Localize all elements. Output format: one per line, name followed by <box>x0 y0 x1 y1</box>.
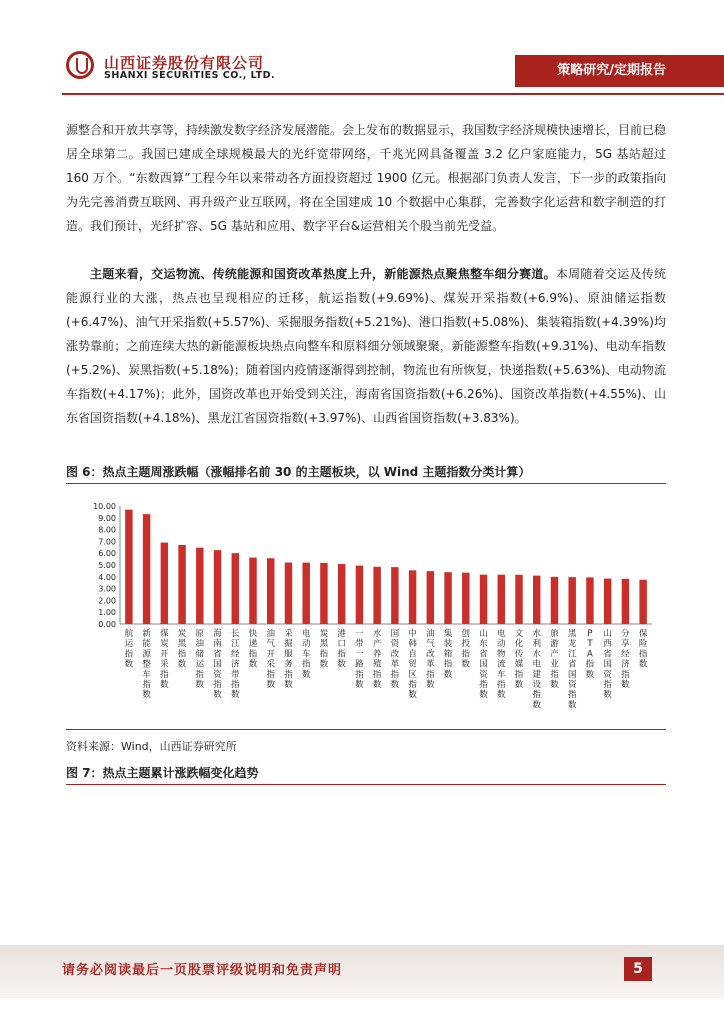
y-tick-label: 9.00 <box>98 513 116 523</box>
company-name-en: SHANXI SECURITIES CO., LTD. <box>104 70 276 81</box>
x-category-label: 水产养殖指数 <box>372 629 382 690</box>
page-number: 5 <box>624 957 652 981</box>
y-tick-label: 7.00 <box>98 537 116 547</box>
bar-18 <box>444 572 451 624</box>
bar-23 <box>533 576 540 624</box>
x-category-label: 保险指数 <box>638 629 648 670</box>
bar-2 <box>161 543 168 624</box>
paragraph-lead: 主题来看，交运物流、传统能源和国资改革热度上升，新能源热点聚焦整车细分赛道。 <box>90 267 556 281</box>
bar-19 <box>462 573 469 624</box>
x-category-label: 国资改革指数 <box>390 629 400 690</box>
x-category-label: 炭黑指数 <box>177 629 187 670</box>
x-category-label: 创投指数 <box>461 629 471 670</box>
page-footer <box>0 945 724 998</box>
bar-22 <box>515 575 522 624</box>
x-category-label: 新能源整车指数 <box>142 629 151 701</box>
figure6-source: 资料来源：Wind，山西证券研究所 <box>66 740 237 753</box>
bar-6 <box>232 553 239 624</box>
bar-27 <box>604 579 611 624</box>
x-category-label: 快递指数 <box>248 629 258 670</box>
bar-7 <box>249 558 256 624</box>
x-category-label: 黑龙江省国资指数 <box>567 629 577 711</box>
bar-15 <box>391 567 398 624</box>
x-category-label: 采掘服务指数 <box>284 629 293 690</box>
x-category-label: 煤炭开采指数 <box>160 629 169 690</box>
bar-3 <box>178 545 185 624</box>
figure7-title: 图 7：热点主题累计涨跌幅变化趋势 <box>66 764 666 785</box>
y-tick-label: 8.00 <box>98 525 116 535</box>
y-tick-label: 1.00 <box>98 608 116 618</box>
x-category-label: 分享经济指数 <box>621 629 630 690</box>
x-category-label: 油气改革指数 <box>426 629 435 690</box>
x-category-label: 航运指数 <box>124 629 134 670</box>
x-category-label: 电动物流车指数 <box>497 629 506 701</box>
bar-17 <box>427 571 434 624</box>
x-category-label: 水利水电建设指数 <box>532 629 541 711</box>
bar-4 <box>196 548 203 624</box>
x-category-label: 旅游产业指数 <box>550 629 559 690</box>
y-tick-label: 4.00 <box>98 572 116 582</box>
report-type-tag: 策略研究/定期报告 <box>515 55 724 87</box>
y-tick-label: 6.00 <box>98 549 116 559</box>
bar-25 <box>568 577 575 624</box>
x-category-label: 中韩自贸区指数 <box>408 629 417 701</box>
x-category-label: 港口指数 <box>337 629 346 670</box>
bar-28 <box>622 579 629 624</box>
figure6-chart <box>80 496 660 722</box>
x-category-label: 集装箱指数 <box>443 629 453 680</box>
company-name-cn: 山西证券股份有限公司 <box>104 54 265 72</box>
page-header <box>0 0 724 100</box>
y-tick-label: 10.00 <box>93 502 116 511</box>
x-category-label: 文化传媒指数 <box>514 629 524 690</box>
bar-8 <box>267 558 274 624</box>
bar-13 <box>356 566 363 624</box>
disclaimer-text: 请务必阅读最后一页股票评级说明和免责声明 <box>62 963 343 978</box>
bar-29 <box>639 580 646 624</box>
paragraph-hot-themes <box>66 262 666 430</box>
bar-10 <box>302 563 309 624</box>
x-category-label: P T A 指数 <box>585 629 595 680</box>
x-category-label: 原油储运指数 <box>195 629 205 690</box>
paragraph-digital-economy: 源整合和开放共享等，持续激发数字经济发展潜能。会上发布的数据显示，我国数字经济规模快速增长，目前已稳居全球第二。我国已建成全球规模最大的光纤宽带网络，千兆光网具备覆盖 3.2 亿户家庭能力，5G 基站超过 160 万个。“东数西算”工程今年以来带动各方面投资超过 1900 亿元。根据部门负责人发言，下一步的政策指向为先完善消费互联网、再升级产业互联网，将在全国建成 10 个数据中心集群，完善数字化运营和数字制造的打造。我们预计，光纤扩容、5G 基站和应用、数字平台&运营相关个股当前先受益。 <box>66 123 667 233</box>
company-logo <box>66 51 94 79</box>
paragraph-body: 本周随着交运及传统能源行业的大涨，热点也呈现相应的迁移，航运指数(+9.69%)、煤炭开采指数(+6.9%)、原油储运指数(+6.47%)、油气开采指数(+5.57%)、采掘服务指数(+5.21%)、港口指数(+5.08%)、集装箱指数(+4.39%)均涨势靠前；之前连续大热的新能源板块热点向整车和原料细分领域聚聚，新能源整车指数(+9.31%)、电动车指数(+5.2%)、炭黑指数(+5.18%)；随着国内疫情逐渐得到控制，物流也有所恢复，快递指数(+5.63%)、电动物流车指数(+4.17%)；此外，国资改革也开始受到关注，海南省国资指数(+6.26%)、国资改革指数(+4.55%)、山东省国资指数(+4.18%)、黑龙江省国资指数(+3.97%)、山西省国资指数(+3.83%)。 <box>66 267 666 425</box>
bar-9 <box>285 563 292 624</box>
bar-26 <box>586 577 593 624</box>
x-category-label: 山东省国资指数 <box>479 629 488 701</box>
header-divider <box>62 93 724 95</box>
bar-0 <box>125 510 132 624</box>
x-category-label: 油气开采指数 <box>266 629 275 690</box>
x-category-label: 炭黑指数 <box>319 629 329 670</box>
x-category-label: 一带一路指数 <box>355 629 364 690</box>
bar-21 <box>498 575 505 624</box>
y-tick-label: 0.00 <box>98 620 116 629</box>
bar-1 <box>143 514 150 624</box>
x-category-label: 电动车指数 <box>301 629 311 680</box>
bar-14 <box>373 567 380 624</box>
bar-5 <box>214 550 221 624</box>
figure6-title: 图 6：热点主题周涨跌幅（涨幅排名前 30 的主题板块，以 Wind 主题指数分类计算） <box>66 463 666 484</box>
bar-20 <box>480 575 487 624</box>
x-category-label: 长江经济带指数 <box>231 629 240 701</box>
x-category-label: 海南省国资指数 <box>213 629 222 701</box>
bar-12 <box>338 564 345 624</box>
y-tick-label: 5.00 <box>98 561 116 570</box>
bar-24 <box>551 577 558 624</box>
y-tick-label: 3.00 <box>98 584 116 594</box>
bar-11 <box>320 563 327 624</box>
bar-chart-svg <box>80 496 660 722</box>
x-category-label: 山西省国资指数 <box>603 629 612 701</box>
figure6-bottom-rule <box>66 729 666 730</box>
bar-16 <box>409 570 416 624</box>
y-tick-label: 2.00 <box>98 596 116 606</box>
